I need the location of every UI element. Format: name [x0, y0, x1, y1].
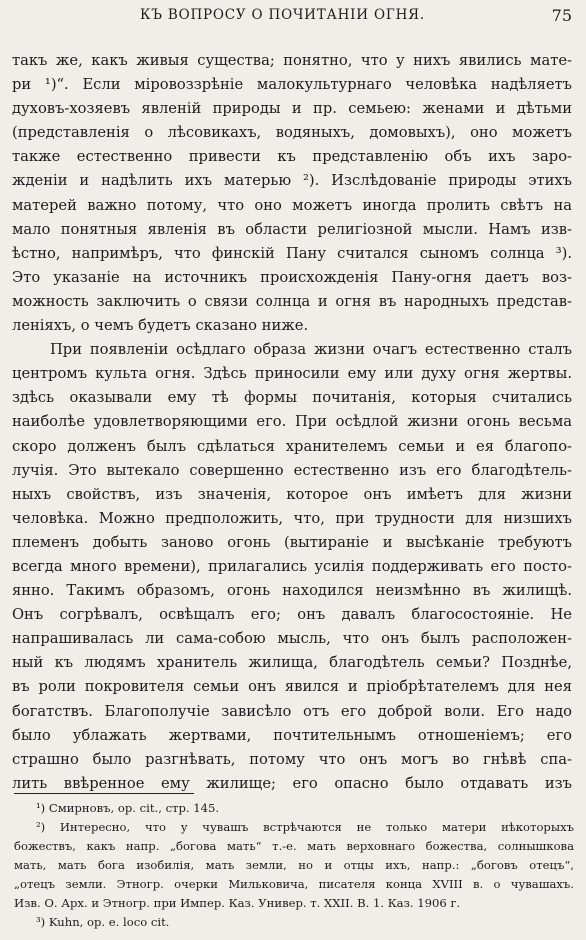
text-line: Онъ согрѣвалъ, освѣщалъ его; онъ давалъ благосостояніе. Не — [12, 606, 572, 624]
text-line: Это указаніе на источникъ происхожденія Пану-огня даетъ воз- — [12, 268, 572, 286]
text-line: скоро долженъ былъ сдѣлаться хранителемъ семьи и ея благопо- — [12, 437, 572, 455]
main-text — [12, 49, 572, 796]
footnote-2: ²) Интересно, что у чувашъ встрѣчаются не только матери нѣкоторыхъ — [36, 820, 574, 834]
text-line: центромъ культа огня. Здѣсь приносили ему или духу огня жертвы. — [12, 365, 572, 383]
text-line: ри ¹)“. Если міровоззрѣніе малокультурнаго человѣка надѣляетъ — [12, 76, 572, 94]
footnotes — [14, 799, 574, 932]
text-line: мало понятныя явленія въ области религіозной мысли. Намъ изв- — [12, 220, 572, 238]
footnote-line: божествъ, какъ напр. „богова мать“ т.-е. мать верховнаго божества, солнышкова — [14, 839, 574, 853]
text-line: такъ же, какъ живыя существа; понятно, что у нихъ явились мате- — [12, 52, 572, 69]
page-number: 75 — [551, 6, 572, 25]
footnote-line: Изв. О. Арх. и Этногр. при Импер. Каз. Универ. т. XXII. В. 1. Каз. 1906 г. — [14, 896, 461, 910]
paragraph-start-line: При появленіи осѣдлаго образа жизни очагъ естественно сталъ — [50, 341, 572, 359]
text-line: жденіи и надѣлить ихъ матерью ²). Изслѣдованіе природы этихъ — [12, 172, 572, 190]
paragraph-end-line: леніяхъ, о чемъ будетъ сказано ниже. — [12, 317, 309, 335]
page-header — [0, 6, 586, 28]
text-line: матерей важно потому, что оно можетъ иногда пролить свѣтъ на — [12, 196, 572, 214]
text-line: можность заключить о связи солнца и огня въ народныхъ представ- — [12, 292, 572, 310]
text-line: напрашивалась ли сама-собою мысль, что онъ былъ расположен- — [12, 630, 572, 648]
text-line: здѣсь оказывали ему тѣ формы почитанія, которыя считались — [12, 389, 572, 407]
footnote-3: ³) Kuhn, ор. e. loco cit. — [36, 915, 170, 929]
text-line: въ роли покровителя семьи онъ явился и пріобрѣтателемъ для нея — [12, 678, 572, 696]
text-line: человѣка. Можно предположить, что, при трудности для низшихъ — [12, 509, 572, 527]
footnote-line: мать, мать бога изобилія, мать земли, но и отцы ихъ, напр.: „боговъ отецъ“, — [14, 858, 574, 872]
text-line: янно. Такимъ образомъ, огонь находился неизмѣнно въ жилищѣ. — [12, 582, 572, 600]
text-line: ный къ людямъ хранитель жилища, благодѣтель семьи? Позднѣе, — [12, 654, 572, 672]
text-line: лить ввѣренное ему жилище; его опасно было отдавать изъ — [12, 774, 572, 792]
text-line: духовъ-хозяевъ явленій природы и пр. семьею: женами и дѣтьми — [12, 100, 572, 118]
text-line: всегда много времени), прилагались усилія поддерживать его посто- — [12, 557, 572, 575]
footnote-divider — [14, 793, 194, 794]
text-line: наиболѣе удовлетворяющими его. При осѣдлой жизни огонь весьма — [12, 413, 572, 431]
footnote-1: ¹) Смирновъ, ор. cit., стр. 145. — [36, 801, 220, 815]
running-title: КЪ ВОПРОСУ О ПОЧИТАНІИ ОГНЯ. — [140, 7, 425, 23]
footnote-line: „отецъ земли. Этногр. очерки Мильковича, писателя конца XVIII в. о чувашахъ. — [14, 877, 574, 891]
text-line: ѣстно, напримѣръ, что финскій Пану считался сыномъ солнца ³). — [12, 244, 572, 262]
text-line: страшно было разгнѣвать, потому что онъ могъ во гнѣвѣ спа- — [12, 750, 572, 768]
text-line: также естественно привести къ представленію объ ихъ заро- — [12, 148, 572, 166]
text-line: лучія. Это вытекало совершенно естественно изъ его благодѣтель- — [12, 461, 572, 479]
text-line: (представленія о лѣсовикахъ, водяныхъ, домовыхъ), оно можетъ — [12, 124, 572, 142]
text-line: ныхъ свойствъ, изъ значенія, которое онъ имѣетъ для жизни — [12, 485, 572, 503]
text-line: племенъ добыть заново огонь (вытираніе и высѣканіе требуютъ — [12, 533, 572, 551]
text-line: богатствъ. Благополучіе зависѣло отъ его доброй воли. Его надо — [12, 702, 572, 720]
text-line: было ублажать жертвами, почтительнымъ отношеніемъ; его — [12, 726, 572, 744]
